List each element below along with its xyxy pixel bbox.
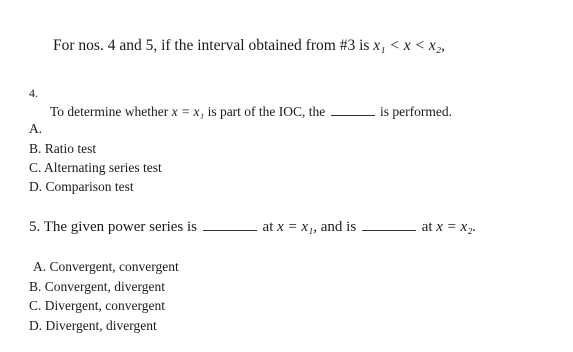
q4-stem-math: x = x₁ bbox=[171, 104, 205, 119]
question-4-number: 4. bbox=[29, 86, 38, 100]
q4-stem-end: is performed. bbox=[380, 104, 453, 119]
intro-text: For nos. 4 and 5, if the interval obtained from #3 is bbox=[53, 37, 370, 54]
q5-stem-start: The given power series is bbox=[43, 219, 198, 235]
question-5-stem bbox=[29, 219, 476, 236]
q5-answer-blank-2 bbox=[362, 229, 416, 231]
q4-option-b[interactable]: B. Ratio test bbox=[29, 141, 97, 156]
q5-at-1: at bbox=[262, 219, 274, 235]
q5-option-d[interactable]: D. Divergent, divergent bbox=[29, 318, 157, 333]
q5-number: 5. bbox=[29, 219, 41, 235]
q4-answer-blank bbox=[331, 114, 375, 116]
q5-answer-blank-1 bbox=[203, 229, 257, 231]
intro-statement bbox=[53, 37, 445, 55]
q5-at-2: at bbox=[421, 219, 433, 235]
q5-math-2: x = x₂. bbox=[436, 219, 477, 235]
intro-interval-math: x₁ < x < x₂, bbox=[373, 37, 445, 54]
q4-option-d[interactable]: D. Comparison test bbox=[29, 179, 134, 194]
q5-option-b[interactable]: B. Convergent, divergent bbox=[29, 279, 165, 294]
q4-option-a[interactable]: A. bbox=[29, 121, 43, 136]
q5-option-c[interactable]: C. Divergent, convergent bbox=[29, 298, 165, 313]
q4-stem-start: To determine whether bbox=[50, 104, 169, 119]
q5-and-is: and is bbox=[320, 219, 357, 235]
q4-option-c[interactable]: C. Alternating series test bbox=[29, 160, 162, 175]
q5-option-a[interactable]: A. Convergent, convergent bbox=[33, 259, 179, 274]
q4-stem-middle: is part of the IOC, the bbox=[207, 104, 326, 119]
question-4-stem bbox=[50, 104, 452, 120]
q5-math-1: x = x₁, bbox=[277, 219, 318, 235]
